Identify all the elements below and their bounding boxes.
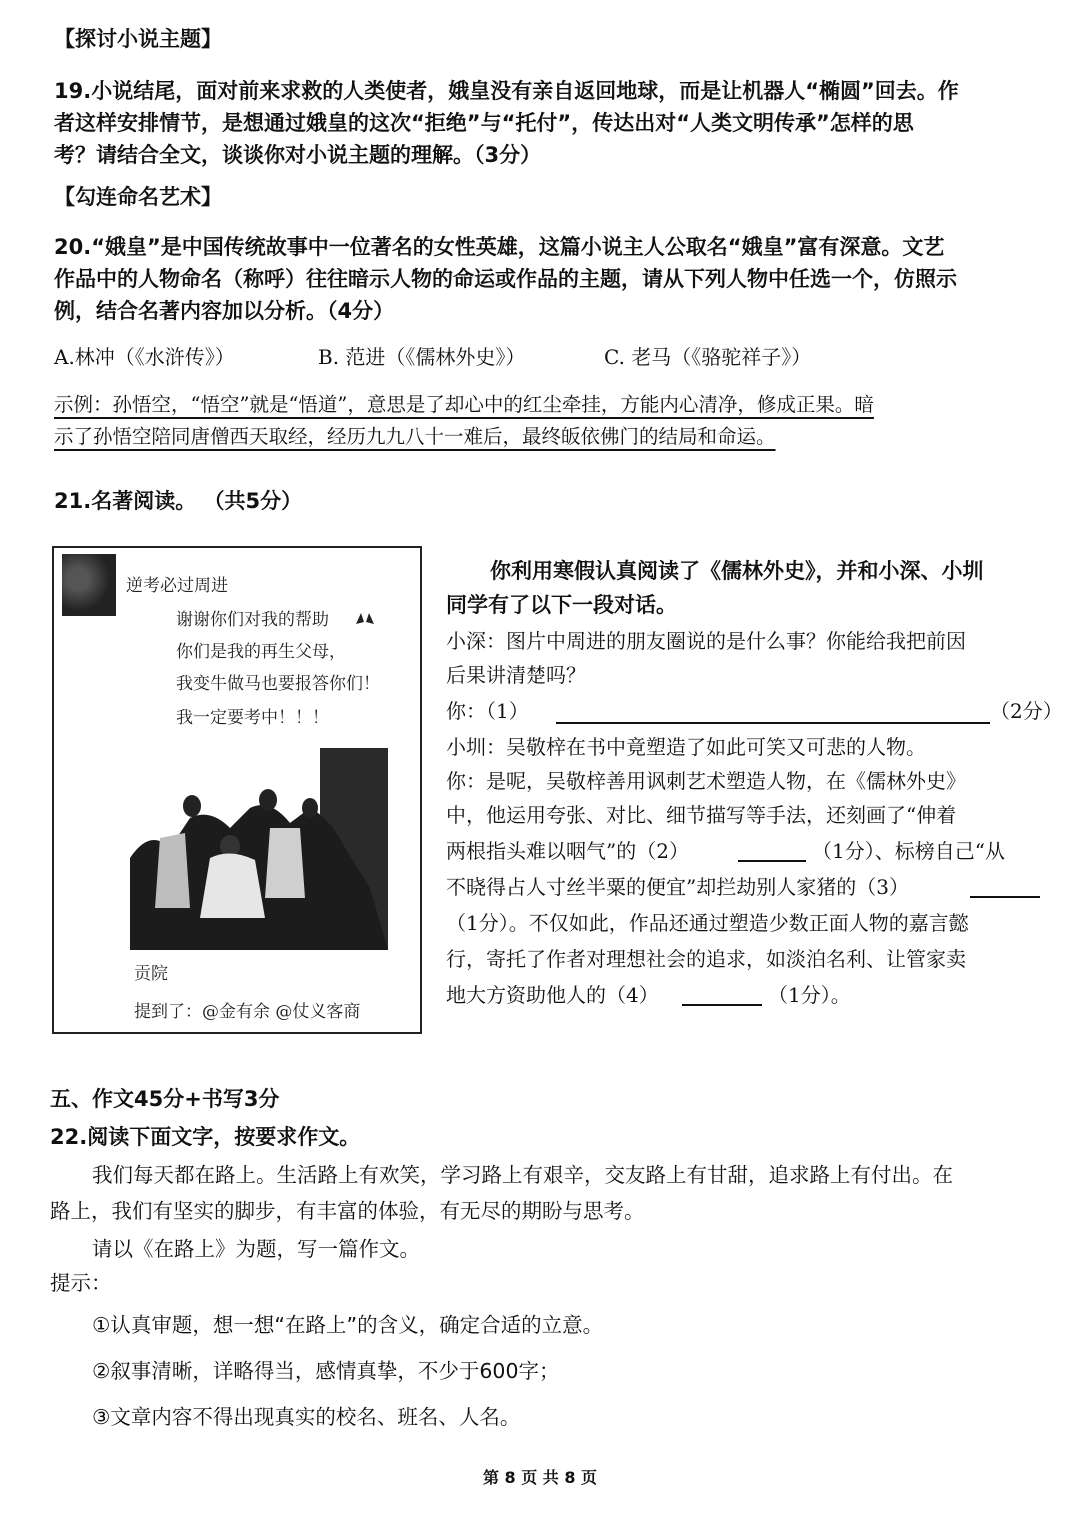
q21-answer-1-blank[interactable] — [556, 722, 990, 724]
essay-para-line-2: 路上，我们有坚实的脚步，有丰富的体验，有无尽的期盼与思考。 — [50, 1199, 645, 1223]
section-heading-naming: 【勾连命名艺术】 — [54, 185, 222, 209]
essay-prompt: 请以《在路上》为题，写一篇作文。 — [92, 1237, 420, 1261]
q21-blank-3[interactable] — [970, 896, 1040, 898]
q19-line-1: 19.小说结尾，面对前来求救的人类使者，娥皇没有亲自返回地球，而是让机器人“椭圆”回去。作 — [54, 79, 959, 103]
photo-scene — [130, 748, 388, 950]
q20-example-line-2: 示了孙悟空陪同唐僧西天取经，经历九九八十一难后，最终皈依佛门的结局和命运。 — [54, 425, 776, 448]
q20-option-b: B. 范进（《儒林外史》） — [318, 345, 526, 369]
q20-example-line-1: 示例：孙悟空，“悟空”就是“悟道”，意思是了却心中的红尘牵挂，方能内心清净，修成正果。暗 — [54, 393, 874, 416]
q21-dialog3-line-2: 行，寄托了作者对理想社会的追求，如淡泊名利、让管家卖 — [446, 947, 966, 971]
q21-intro-line-1: 你利用寒假认真阅读了《儒林外史》，并和小深、小圳 — [490, 558, 984, 583]
q20-line-3: 例，结合名著内容加以分析。（4分） — [54, 299, 395, 323]
q21-intro-line-2: 同学有了以下一段对话。 — [446, 592, 677, 617]
q21-blank-2[interactable] — [738, 860, 806, 862]
section-heading-theme: 【探讨小说主题】 — [54, 27, 222, 51]
q21-blank-2-prefix: 两根指头难以咽气”的（2） — [446, 839, 689, 863]
q21-answer-1-score: （2分） — [990, 699, 1063, 723]
essay-tips-label: 提示： — [50, 1271, 112, 1295]
q21-dialog-line-1: 小深：图片中周进的朋友圈说的是什么事？你能给我把前因 — [446, 629, 966, 653]
essay-question: 22.阅读下面文字，按要求作文。 — [50, 1125, 361, 1149]
q21-dialog2-line-3: 中，他运用夸张、对比、细节描写等手法，还刻画了“伸着 — [446, 803, 957, 827]
q20-line-1: 20.“娥皇”是中国传统故事中一位著名的女性英雄，这篇小说主人公取名“娥皇”富有深意。文艺 — [54, 235, 945, 259]
moments-card — [52, 546, 422, 1034]
q21-blank-4[interactable] — [682, 1004, 762, 1006]
page-footer: 第 8 页 共 8 页 — [482, 1468, 598, 1487]
q20-option-c: C. 老马（《骆驼祥子》） — [604, 345, 812, 369]
moments-username: 逆考必过周进 — [126, 576, 228, 596]
moments-post-line-3: 我变牛做马也要报答你们！ — [176, 674, 380, 694]
q19-line-3: 考？请结合全文，谈谈你对小说主题的理解。（3分） — [54, 143, 542, 167]
moments-post-line-4: 我一定要考中！！！ — [176, 708, 329, 728]
q21-dialog2-line-1: 小圳：吴敬梓在书中竟塑造了如此可笑又可悲的人物。 — [446, 735, 926, 759]
q21-blank-2-suffix: （1分）、标榜自己“从 — [812, 839, 1005, 863]
essay-tip-2: ②叙事清晰，详略得当，感情真挚，不少于600字； — [92, 1359, 560, 1383]
essay-para-line-1: 我们每天都在路上。生活路上有欢笑，学习路上有艰辛，交友路上有甘甜，追求路上有付出。在 — [92, 1163, 953, 1187]
moments-mentions: 提到了：@金有余 @仗义客商 — [134, 1002, 361, 1022]
q21-blank-4-prefix: 地大方资助他人的（4） — [446, 983, 659, 1007]
q21-dialog-line-2: 后果讲清楚吗？ — [446, 663, 586, 687]
bow-emoji-icon — [354, 610, 376, 626]
moments-post-line-1: 谢谢你们对我的帮助 — [176, 610, 329, 630]
avatar — [62, 554, 116, 616]
q21-blank-4-suffix: （1分）。 — [768, 983, 851, 1007]
moments-post-line-2: 你们是我的再生父母， — [176, 642, 346, 662]
q19-line-2: 者这样安排情节，是想通过娥皇的这次“拒绝”与“托付”，传达出对“人类文明传承”怎样的思 — [54, 111, 914, 135]
essay-tip-1: ①认真审题，想一想“在路上”的含义，确定合适的立意。 — [92, 1313, 604, 1337]
q21-dialog3-line-1: （1分）。不仅如此，作品还通过塑造少数正面人物的嘉言懿 — [446, 911, 969, 935]
q20-option-a: A.林冲（《水浒传》） — [54, 345, 235, 369]
moments-location: 贡院 — [134, 964, 168, 984]
q21-answer-1-prefix: 你：（1） — [446, 699, 529, 723]
q21-blank-3-prefix: 不晓得占人寸丝半粟的便宜”却拦劫别人家猪的（3） — [446, 875, 909, 899]
q20-line-2: 作品中的人物命名（称呼）往往暗示人物的命运或作品的主题，请从下列人物中任选一个，仿照示 — [54, 267, 957, 291]
essay-tip-3: ③文章内容不得出现真实的校名、班名、人名。 — [92, 1405, 521, 1429]
q21-title: 21.名著阅读。 （共5分） — [54, 489, 303, 513]
q21-dialog2-line-2: 你：是呢，吴敬梓善用讽刺艺术塑造人物，在《儒林外史》 — [446, 769, 966, 793]
essay-section-heading: 五、作文45分+书写3分 — [50, 1087, 280, 1111]
